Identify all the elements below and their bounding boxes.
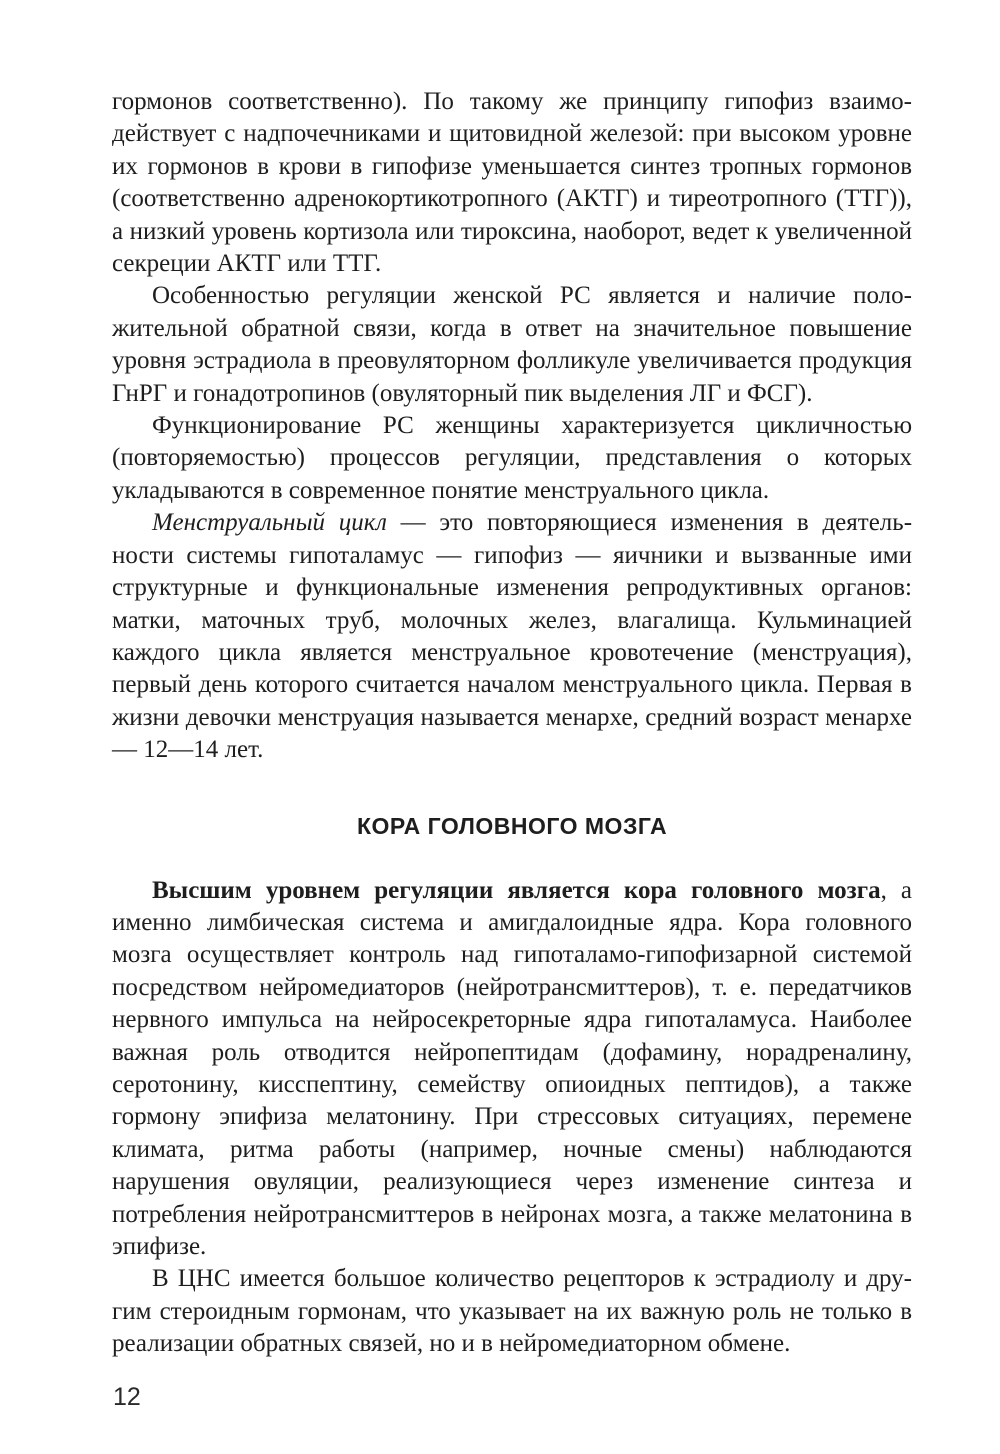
page-number: 12 [113,1383,141,1411]
paragraph-positive-feedback: Особенностью регуляции женской РС является и наличие положительной обратной связи, когда в ответ на значительное повышение уровня эстрадиола в преовуляторном фолликуле увеличивается продукция ГнРГ и гонадотропинов (овуляторный пик выделения ЛГ и ФСГ). [112,282,912,407]
paragraph-menstrual-cycle [112,507,912,766]
section-heading: КОРА ГОЛОВНОГО МОЗГА [356,812,668,839]
paragraph-cortex-regulation [112,875,912,1264]
menstrual-cycle-term: Менструальный цикл [152,509,387,537]
paragraph-cyclicity: Функционирование РС женщины характеризуется цикличностью (повторяемостью) процессов регуляции, представления о которых укладываются в современное понятие менструального цикла. [112,412,912,504]
paragraph-hormone-feedback: гормонов соответственно). По такому же принципу гипофиз взаимодействует с надпочечниками и щитовидной железой: при высоком уровне их гормонов в крови в гипофизе уменьшается синтез тропных гормонов (соответственно адренокортикотропного (АКТГ) и тиреотропного (ТТГ)), а низкий уровень кортизола или тироксина, наоборот, ведет к увеличенной секреции АКТГ или ТТГ. [112,88,912,278]
page-body [112,86,912,1361]
cortex-regulation-text: , а именно лимбическая система и амигдалоидные ядра. Кора головного мозга осуществляет контроль над гипоталамо-гипофизарной системой посредством нейромедиаторов (нейротрансмиттеров), т. е. передатчиков нервного импульса на нейросекреторные ядра гипоталамуса. Наиболее важная роль отводится нейропептидам (дофамину, норадреналину, серотонину, кисспептину, семейству опиоидных пептидов), а также гормону эпифиза мелатонину. При стрессовых ситуациях, перемене климата, ритма работы (например, ночные смены) наблюдаются нарушения овуляции, реализующиеся через изменение синтеза и потребления нейротрансмиттеров в нейронах мозга, а также мелатонина в эпифизе. [112,876,912,1260]
menstrual-cycle-definition: — это повторяющиеся изменения в деятельности системы гипоталамус — гипофиз — яичники и вызванные ими структурные и функциональные изменения репродуктивных органов: матки, маточных труб, молочных желез, влагалища. Кульминацией каждого цикла является менструальное кровотечение (менструация), первый день которого считается началом менструального цикла. Первая в жизни девочки менструация называется менархе, средний возраст менархе — 12—14 лет. [112,509,913,764]
paragraph-cns-receptors: В ЦНС имеется большое количество рецепторов к эстрадиолу и другим стероидным гормонам, что указывает на их важную роль не только в реализации обратных связей, но и в нейромедиаторном обмене. [112,1265,912,1358]
cortex-lead-sentence: Высшим уровнем регуляции является кора головного мозга [152,876,881,904]
